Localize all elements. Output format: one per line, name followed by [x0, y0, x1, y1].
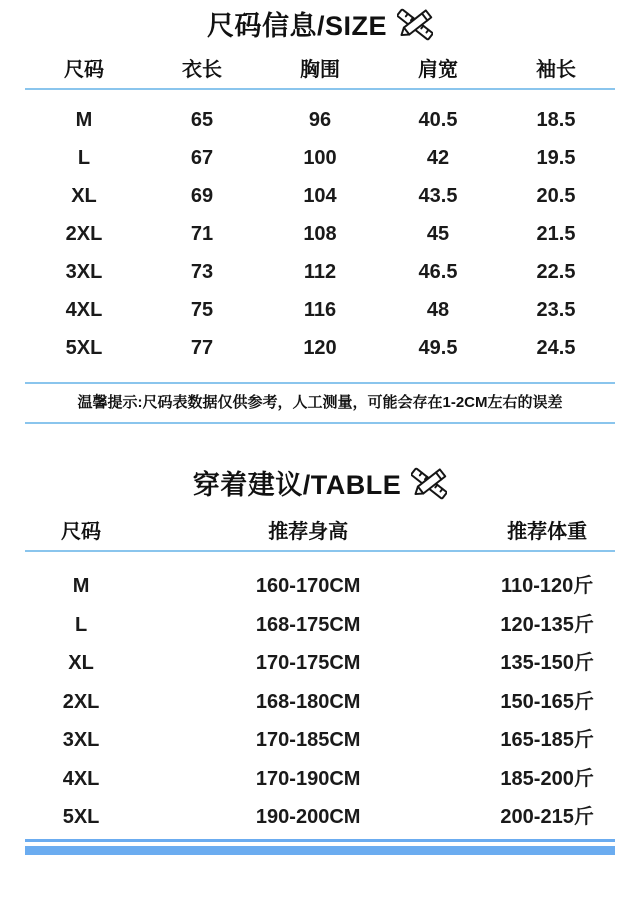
- table-row: [25, 215, 615, 253]
- cell-height: 168-175CM: [255, 613, 361, 636]
- cell-size: XL: [71, 185, 97, 207]
- cell-size: 5XL: [62, 806, 100, 829]
- table-row: [25, 644, 615, 683]
- cell-chest: 120: [303, 337, 337, 359]
- table-row: [25, 798, 615, 837]
- cell-size: XL: [68, 652, 94, 675]
- cell-weight: 200-215斤: [500, 806, 594, 829]
- table-row: [25, 567, 615, 606]
- cell-length: 69: [190, 185, 214, 207]
- cell-height: 190-200CM: [255, 806, 361, 829]
- cell-sleeve: 24.5: [536, 337, 576, 359]
- cell-chest: 108: [303, 223, 337, 245]
- table-row: [25, 683, 615, 722]
- cell-size: 4XL: [62, 767, 100, 790]
- table-row: [25, 760, 615, 799]
- cell-height: 160-170CM: [255, 575, 361, 598]
- cell-height: 170-190CM: [255, 767, 361, 790]
- pencil-ruler-icon: [411, 467, 447, 500]
- cell-size: 5XL: [65, 337, 103, 359]
- cell-size: 2XL: [65, 223, 103, 245]
- col-header-shoulder: 肩宽: [418, 59, 458, 81]
- col-header-size: 尺码: [64, 59, 104, 81]
- accent-bar-thin: [25, 839, 615, 842]
- cell-length: 65: [190, 109, 214, 131]
- pencil-ruler-icon: [397, 8, 433, 41]
- cell-size: M: [75, 109, 93, 131]
- cell-shoulder: 40.5: [418, 109, 458, 131]
- cell-size: 3XL: [62, 729, 100, 752]
- size-table: [25, 52, 615, 367]
- cell-sleeve: 23.5: [536, 299, 576, 321]
- table-row: [25, 139, 615, 177]
- cell-chest: 116: [303, 299, 337, 321]
- fit-table-body: [25, 552, 615, 837]
- cell-size: L: [74, 613, 88, 636]
- table-row: [25, 253, 615, 291]
- cell-weight: 110-120斤: [500, 575, 594, 598]
- table-row: [25, 329, 615, 367]
- table-row: [25, 291, 615, 329]
- size-info-header: [0, 0, 640, 41]
- table-row: [25, 606, 615, 645]
- cell-shoulder: 46.5: [418, 261, 458, 283]
- table-row: [25, 721, 615, 760]
- cell-weight: 185-200斤: [500, 767, 594, 790]
- accent-bar-thick: [25, 846, 615, 855]
- col-header-height: 推荐身高: [268, 521, 349, 544]
- size-table-body: [25, 90, 615, 367]
- fit-header: [0, 463, 640, 501]
- cell-height: 168-180CM: [255, 690, 361, 713]
- cell-shoulder: 45: [426, 223, 450, 245]
- size-info-title: 尺码信息/SIZE: [206, 10, 387, 41]
- cell-height: 170-175CM: [255, 652, 361, 675]
- cell-chest: 112: [303, 261, 337, 283]
- cell-weight: 120-135斤: [500, 613, 594, 636]
- cell-length: 77: [190, 337, 214, 359]
- cell-weight: 135-150斤: [500, 652, 594, 675]
- cell-height: 170-185CM: [255, 729, 361, 752]
- fit-table-header-row: [25, 514, 615, 550]
- cell-shoulder: 49.5: [418, 337, 458, 359]
- cell-size: L: [77, 147, 91, 169]
- cell-length: 67: [190, 147, 214, 169]
- cell-size: 2XL: [62, 690, 100, 713]
- col-header-size: 尺码: [61, 521, 102, 544]
- table-row: [25, 177, 615, 215]
- table-row: [25, 101, 615, 139]
- size-note: 温馨提示:尺码表数据仅供参考，人工测量，可能会存在1-2CM左右的误差: [25, 382, 615, 424]
- cell-weight: 165-185斤: [500, 729, 594, 752]
- cell-sleeve: 21.5: [536, 223, 576, 245]
- cell-shoulder: 48: [426, 299, 450, 321]
- bottom-accent-bars: [25, 839, 615, 855]
- cell-sleeve: 22.5: [536, 261, 576, 283]
- cell-sleeve: 20.5: [536, 185, 576, 207]
- cell-length: 75: [190, 299, 214, 321]
- cell-chest: 104: [303, 185, 337, 207]
- cell-sleeve: 18.5: [536, 109, 576, 131]
- cell-shoulder: 43.5: [418, 185, 458, 207]
- fit-table: [25, 514, 615, 837]
- cell-shoulder: 42: [426, 147, 450, 169]
- cell-sleeve: 19.5: [536, 147, 576, 169]
- cell-chest: 100: [303, 147, 337, 169]
- cell-length: 73: [190, 261, 214, 283]
- col-header-chest: 胸围: [300, 59, 340, 81]
- fit-title: 穿着建议/TABLE: [192, 469, 402, 500]
- col-header-sleeve: 袖长: [536, 59, 576, 81]
- col-header-length: 衣长: [182, 59, 222, 81]
- cell-size: 4XL: [65, 299, 103, 321]
- cell-weight: 150-165斤: [500, 690, 594, 713]
- cell-length: 71: [190, 223, 214, 245]
- cell-size: 3XL: [65, 261, 103, 283]
- col-header-weight: 推荐体重: [507, 521, 588, 544]
- cell-size: M: [72, 575, 90, 598]
- size-table-header-row: [25, 52, 615, 88]
- cell-chest: 96: [308, 109, 332, 131]
